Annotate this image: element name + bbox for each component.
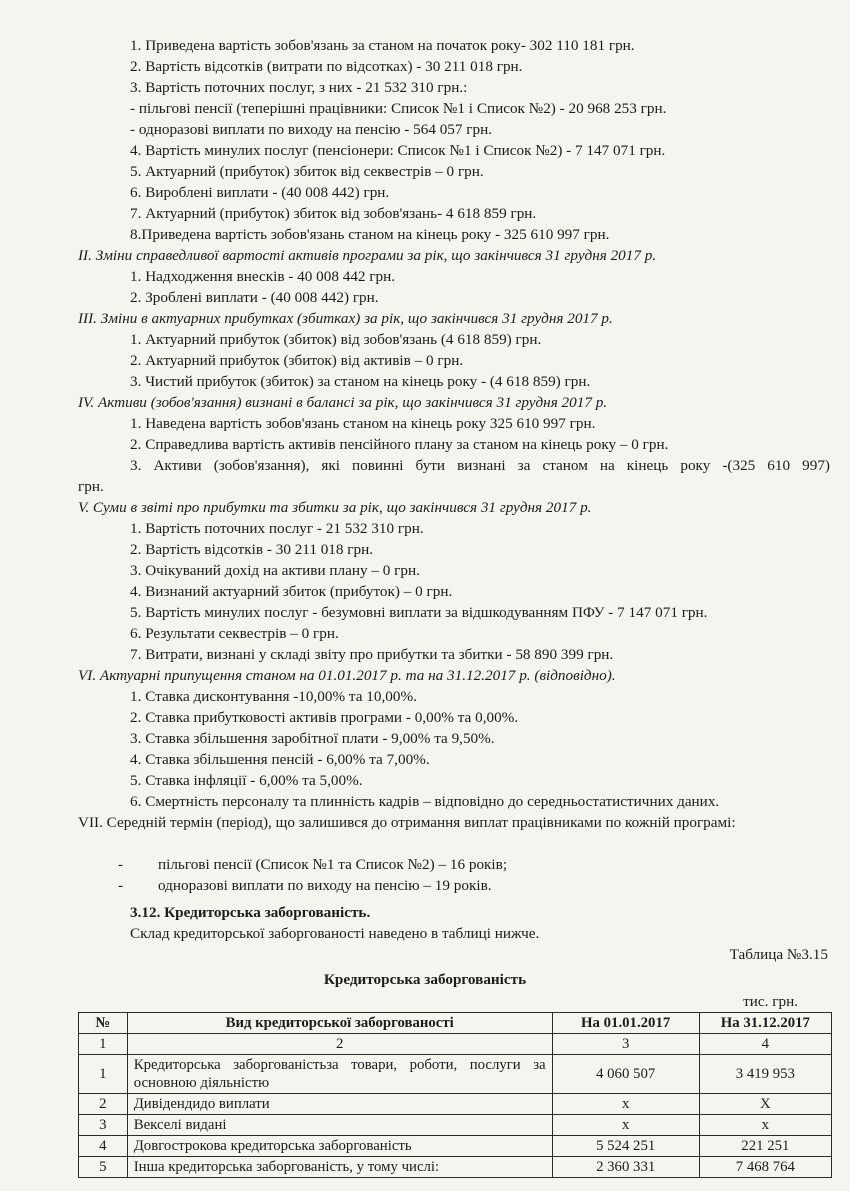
debt-table	[78, 1012, 832, 1178]
header-no: №	[79, 1013, 128, 1034]
row-type: Дивідендидо виплати	[127, 1094, 552, 1115]
s6-item-6: 6. Смертність персоналу та плинність кадрів – відповідно до середньостатистичних даних.	[130, 793, 720, 810]
row-type: Довгострокова кредиторська заборгованість	[127, 1136, 552, 1157]
s2-item-1: 1. Надходження внесків - 40 008 442 грн.	[130, 268, 396, 285]
row-type: Кредиторська заборгованістьза товари, роботи, послуги за основною діяльністю	[127, 1055, 552, 1094]
table-numbering-row	[79, 1034, 832, 1055]
section-title: 3.12. Кредиторська заборгованість.	[130, 904, 371, 921]
row-end-value: х	[699, 1115, 831, 1136]
row-start-value: х	[552, 1115, 699, 1136]
table-units: тис. грн.	[743, 993, 798, 1010]
row-end-value: 3 419 953	[699, 1055, 831, 1094]
s1-sub-2: - одноразові виплати по виходу на пенсію - 564 057 грн.	[130, 121, 493, 138]
s5-item-5: 5. Вартість минулих послуг - безумовні виплати за відшкодуванням ПФУ - 7 147 071 грн.	[130, 604, 708, 621]
s5-item-2: 2. Вартість відсотків - 30 211 018 грн.	[130, 541, 374, 558]
row-start-value: 4 060 507	[552, 1055, 699, 1094]
num-cell: 3	[552, 1034, 699, 1055]
table-row	[79, 1094, 832, 1115]
table-header-row	[79, 1013, 832, 1034]
s1-item-3: 3. Вартість поточних послуг, з них - 21 532 310 грн.:	[130, 79, 468, 96]
table-title: Кредиторська заборгованість	[323, 971, 527, 988]
header-start: На 01.01.2017	[552, 1013, 699, 1034]
s1-item-5: 5. Актуарний (прибуток) збиток від секвестрів – 0 грн.	[130, 163, 484, 180]
row-no: 1	[79, 1055, 128, 1094]
s1-item-8: 8.Приведена вартість зобов'язань станом на кінець року - 325 610 997 грн.	[130, 226, 610, 243]
dash-bullet: -	[118, 877, 124, 894]
section-intro: Склад кредиторської заборгованості наведено в таблиці нижче.	[130, 925, 540, 942]
table-number: Таблица №3.15	[729, 946, 828, 963]
s1-item-7: 7. Актуарний (прибуток) збиток від зобов'язань- 4 618 859 грн.	[130, 205, 537, 222]
row-end-value: 7 468 764	[699, 1157, 831, 1178]
s3-item-1: 1. Актуарний прибуток (збиток) від зобов'язань (4 618 859) грн.	[130, 331, 542, 348]
s6-heading: VI. Актуарні припущення станом на 01.01.2017 р. та на 31.12.2017 р. (відповідно).	[78, 667, 616, 684]
s3-item-2: 2. Актуарний прибуток (збиток) від активів – 0 грн.	[130, 352, 464, 369]
header-end: На 31.12.2017	[699, 1013, 831, 1034]
s4-heading: IV. Активи (зобов'язання) визнані в балансі за рік, що закінчився 31 грудня 2017 р.	[78, 394, 608, 411]
s1-item-1: 1. Приведена вартість зобов'язань за станом на початок року- 302 110 181 грн.	[130, 37, 635, 54]
s4-item-3-wrap: грн.	[78, 478, 104, 495]
s7-item-2-text: одноразові виплати по виходу на пенсію – 19 років.	[158, 877, 492, 894]
row-type: Інша кредиторська заборгованість, у тому числі:	[127, 1157, 552, 1178]
s4-item-1: 1. Наведена вартість зобов'язань станом на кінець року 325 610 997 грн.	[130, 415, 596, 432]
s2-heading: ІІ. Зміни справедливої вартості активів програми за рік, що закінчився 31 грудня 2017 р.	[78, 247, 657, 264]
s6-item-3: 3. Ставка збільшення заробітної плати - 9,00% та 9,50%.	[130, 730, 495, 747]
table-row	[79, 1136, 832, 1157]
num-cell: 1	[79, 1034, 128, 1055]
s3-heading: ІІІ. Зміни в актуарних прибутках (збитках) за рік, що закінчився 31 грудня 2017 р.	[78, 310, 613, 327]
row-no: 4	[79, 1136, 128, 1157]
row-start-value: х	[552, 1094, 699, 1115]
s4-item-3: 3. Активи (зобов'язання), які повинні бути визнані за станом на кінець року -(325 610 997)	[130, 457, 830, 474]
row-no: 2	[79, 1094, 128, 1115]
s6-item-2: 2. Ставка прибутковості активів програми - 0,00% та 0,00%.	[130, 709, 519, 726]
s6-item-4: 4. Ставка збільшення пенсій - 6,00% та 7,00%.	[130, 751, 430, 768]
row-start-value: 5 524 251	[552, 1136, 699, 1157]
s5-heading: V. Суми в звіті про прибутки та збитки за рік, що закінчився 31 грудня 2017 р.	[78, 499, 592, 516]
num-cell: 2	[127, 1034, 552, 1055]
row-end-value: 221 251	[699, 1136, 831, 1157]
s1-item-4: 4. Вартість минулих послуг (пенсіонери: Список №1 і Список №2) - 7 147 071 грн.	[130, 142, 666, 159]
header-type: Вид кредиторської заборгованості	[127, 1013, 552, 1034]
row-end-value: Х	[699, 1094, 831, 1115]
s7-text: VII. Середній термін (період), що залишився до отримання виплат працівниками по кожній програмі:	[78, 814, 736, 831]
s2-item-2: 2. Зроблені виплати - (40 008 442) грн.	[130, 289, 379, 306]
table-row	[79, 1115, 832, 1136]
row-no: 3	[79, 1115, 128, 1136]
s7-item-2	[118, 876, 492, 896]
s6-item-1: 1. Ставка дисконтування -10,00% та 10,00%.	[130, 688, 417, 705]
num-cell: 4	[699, 1034, 831, 1055]
s7-item-1	[118, 855, 507, 875]
s5-item-7: 7. Витрати, визнані у складі звіту про прибутки та збитки - 58 890 399 грн.	[130, 646, 614, 663]
s6-item-5: 5. Ставка інфляції - 6,00% та 5,00%.	[130, 772, 363, 789]
table-row	[79, 1157, 832, 1178]
s1-item-2: 2. Вартість відсотків (витрати по відсотках) - 30 211 018 грн.	[130, 58, 523, 75]
table-row	[79, 1055, 832, 1094]
s5-item-3: 3. Очікуваний дохід на активи плану – 0 грн.	[130, 562, 420, 579]
s5-item-1: 1. Вартість поточних послуг - 21 532 310 грн.	[130, 520, 424, 537]
s1-sub-1: - пільгові пенсії (теперішні працівники: Список №1 і Список №2) - 20 968 253 грн.	[130, 100, 667, 117]
s5-item-4: 4. Визнаний актуарний збиток (прибуток) – 0 грн.	[130, 583, 453, 600]
s1-item-6: 6. Вироблені виплати - (40 008 442) грн.	[130, 184, 390, 201]
dash-bullet: -	[118, 856, 124, 873]
s7-item-1-text: пільгові пенсії (Список №1 та Список №2) – 16 років;	[158, 856, 508, 873]
row-start-value: 2 360 331	[552, 1157, 699, 1178]
row-type: Векселі видані	[127, 1115, 552, 1136]
s5-item-6: 6. Результати секвестрів – 0 грн.	[130, 625, 339, 642]
s4-item-2: 2. Справедлива вартість активів пенсійного плану за станом на кінець року – 0 грн.	[130, 436, 669, 453]
row-no: 5	[79, 1157, 128, 1178]
s3-item-3: 3. Чистий прибуток (збиток) за станом на кінець року - (4 618 859) грн.	[130, 373, 591, 390]
